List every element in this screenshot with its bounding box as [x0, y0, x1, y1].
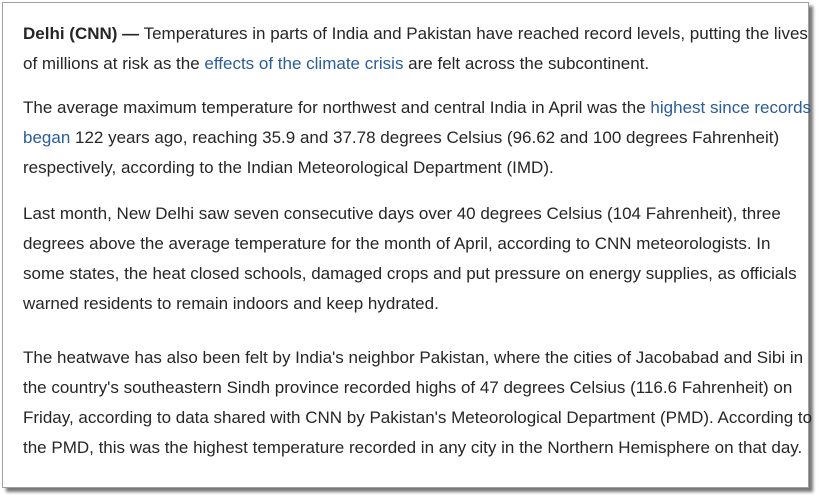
paragraph-2 — [23, 93, 813, 183]
climate-crisis-link[interactable]: effects of the climate crisis — [204, 54, 404, 73]
highest-since-records-link[interactable]: highest since records began — [23, 98, 812, 147]
article-frame — [2, 2, 813, 488]
paragraph-4: The heatwave has also been felt by India's neighbor Pakistan, where the cities of Jacobabad and Sibi in the country's southeastern Sindh province recorded highs of 47 degrees Celsius (116.6 Fahrenheit) on Friday, according to data shared with CNN by Pakistan's Meteorological Department (PMD). According to the PMD, this was the highest temperature recorded in any city in the Northern Hemisphere on that day. — [23, 348, 813, 457]
paragraph-2-text-before-link: The average maximum temperature for northwest and central India in April was the — [23, 98, 651, 117]
paragraph-1-text-after-link: are felt across the subcontinent. — [403, 54, 650, 73]
paragraph-1 — [23, 19, 813, 79]
paragraph-1-text-before-link: Temperatures in parts of India and Pakistan have reached record levels, putting the lives of millions at risk as the — [23, 24, 808, 73]
paragraph-2-text-after-link: 122 years ago, reaching 35.9 and 37.78 degrees Celsius (96.62 and 100 degrees Fahrenheit) respectively, according to the Indian Meteorological Department (IMD). — [23, 128, 780, 177]
dateline: Delhi (CNN) — — [23, 24, 140, 43]
paragraph-3: Last month, New Delhi saw seven consecutive days over 40 degrees Celsius (104 Fahrenheit), three degrees above the average temperature for the month of April, according to CNN meteorologists. In some states, the heat closed schools, damaged crops and put pressure on energy supplies, as officials warned residents to remain indoors and keep hydrated. — [23, 204, 797, 313]
